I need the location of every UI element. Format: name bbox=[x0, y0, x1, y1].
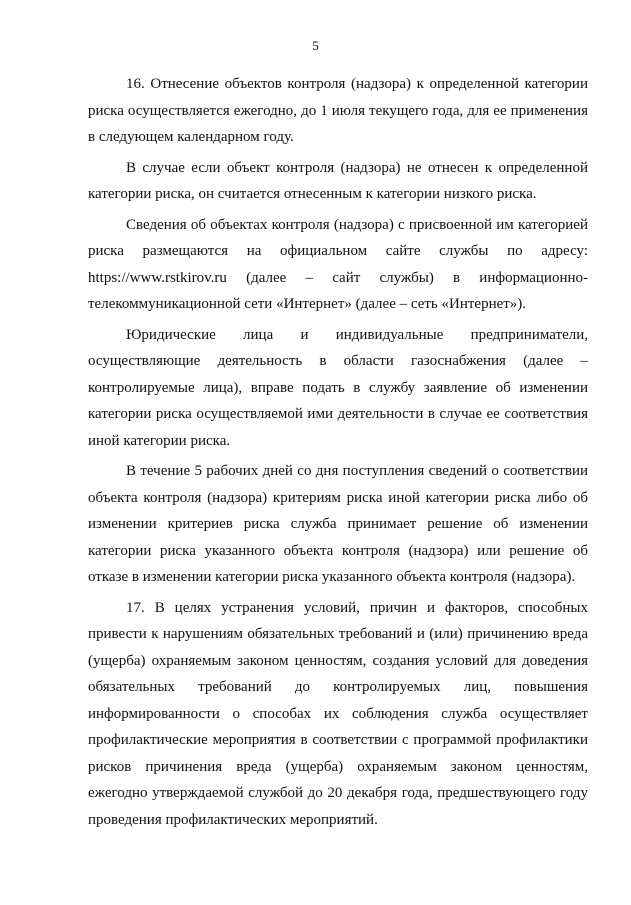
paragraph-low-risk-default: В случае если объект контроля (надзора) не отнесен к определенной категории риска, он считается отнесенным к категории низкого риска. bbox=[88, 159, 588, 202]
document-body bbox=[88, 71, 588, 837]
paragraph-16-risk-assignment: 16. Отнесение объектов контроля (надзора) к определенной категории риска осуществляется ежегодно, до 1 июля текущего года, для ее применения в следующем календарном году. bbox=[88, 76, 588, 145]
page-number: 5 bbox=[312, 38, 319, 53]
paragraph-five-day-decision: В течение 5 рабочих дней со дня поступления сведений о соответствии объекта контроля (надзора) критериям риска иной категории риска либо об изменении критериев риска служба принимает решение об изменении категории риска указанного объекта контроля (надзора) или решение об отказе в изменении категории риска указанного объекта контроля (надзора). bbox=[88, 463, 588, 585]
paragraph-website-publication: Сведения об объектах контроля (надзора) с присвоенной им категорией риска размещаются на официальном сайте службы по адресу: https://www.rstkirov.ru (далее – сайт службы) в информационно-телекоммуникационной сети «Интернет» (далее – сеть «Интернет»). bbox=[88, 216, 588, 312]
paragraph-17-prevention: 17. В целях устранения условий, причин и факторов, способных привести к нарушениям обязательных требований и (или) причинению вреда (ущерба) охраняемым законом ценностям, создания условий для доведения обязательных требований до контролируемых лиц, повышения информированности о способах их соблюдения служба осуществляет профилактические мероприятия в соответствии с программой профилактики рисков причинения вреда (ущерба) охраняемым законом ценностям, ежегодно утверждаемой службой до 20 декабря года, предшествующего году проведения профилактических мероприятий. bbox=[88, 599, 588, 828]
paragraph-controlled-persons: Юридические лица и индивидуальные предприниматели, осуществляющие деятельность в области газоснабжения (далее – контролируемые лица), вправе подать в службу заявление об изменении категории риска осуществляемой ими деятельности в случае ее соответствия иной категории риска. bbox=[88, 326, 588, 449]
